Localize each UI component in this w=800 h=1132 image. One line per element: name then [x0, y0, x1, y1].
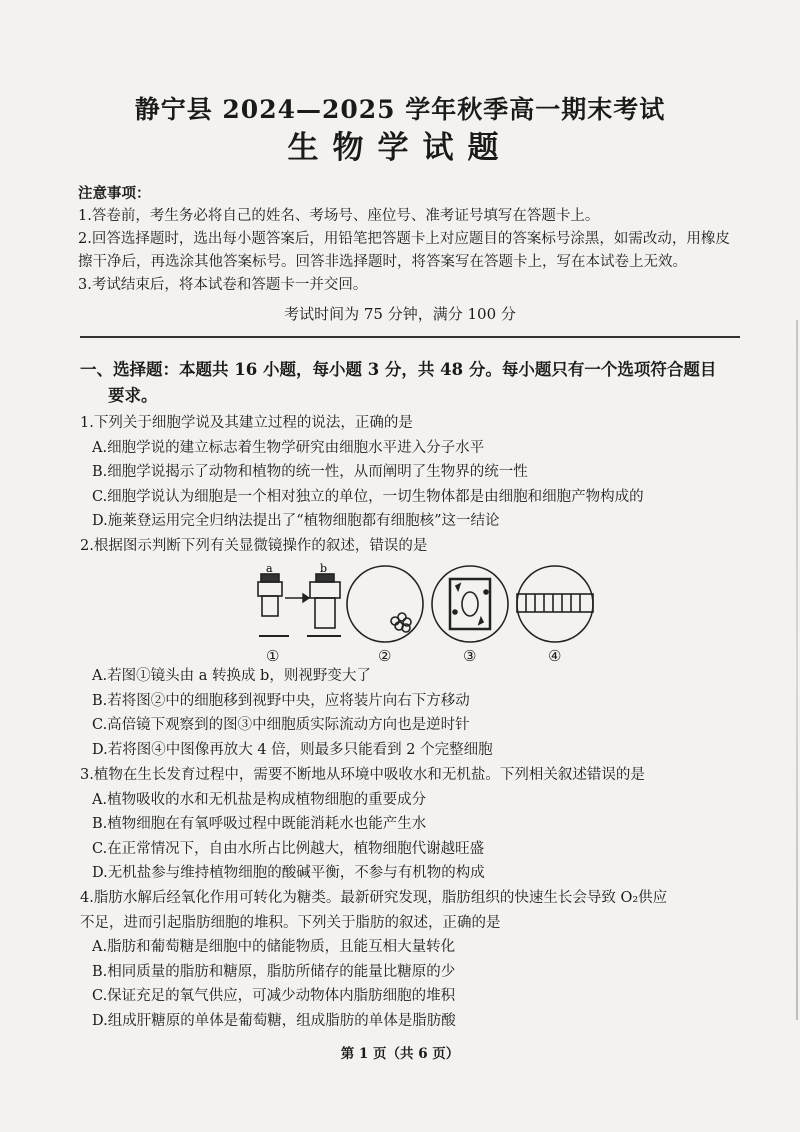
- exam-time-line: 考试时间为 75 分钟，满分 100 分: [284, 305, 516, 323]
- divider: [80, 336, 740, 338]
- option-a: A.若图①镜头由 a 转换成 b，则视野变大了: [92, 668, 371, 684]
- question-1: [80, 411, 745, 534]
- option-c: C.在正常情况下，自由水所占比例越大，植物细胞代谢越旺盛: [92, 840, 485, 857]
- field-4-icon: [517, 566, 593, 642]
- figure-label-1: ①: [266, 647, 280, 665]
- figure-label-2: ②: [378, 647, 392, 665]
- question-stem: 2.根据图示判断下列有关显微镜操作的叙述，错误的是: [80, 538, 428, 554]
- section-heading: [80, 357, 745, 409]
- notice-item: 擦干净后，再选涂其他答案标号。回答非选择题时，将答案写在答题卡上，写在本试卷上无效。: [78, 254, 687, 270]
- notice-block: [78, 182, 738, 297]
- option-b: B.相同质量的脂肪和糖原，脂肪所储存的能量比糖原的少: [92, 963, 456, 980]
- lens-a-label: a: [266, 562, 273, 575]
- question-stem: 1.下列关于细胞学说及其建立过程的说法，正确的是: [80, 415, 413, 431]
- arrow-icon: [285, 594, 309, 602]
- question-stem-cont: 不足，进而引起脂肪细胞的堆积。下列关于脂肪的叙述，正确的是: [80, 914, 501, 931]
- question-4: [80, 886, 745, 1033]
- notice-item: 2.回答选择题时，选出每小题答案后，用铅笔把答题卡上对应题目的答案标号涂黑，如需改动，用橡皮: [78, 231, 730, 247]
- question-3: [80, 763, 745, 886]
- section-line-1: 一、选择题：本题共 16 小题，每小题 3 分，共 48 分。每小题只有一个选项符合题目: [80, 360, 717, 379]
- lens-b-label: b: [320, 562, 328, 575]
- figure-label-4: ④: [548, 647, 562, 665]
- notice-heading: 注意事项：: [78, 185, 151, 202]
- subject-title: 生物学试题: [287, 130, 513, 166]
- option-d: D.若将图④中图像再放大 4 倍，则最多只能看到 2 个完整细胞: [92, 741, 493, 758]
- lens-a-icon: [258, 574, 289, 636]
- notice-item: 1.答卷前，考生务必将自己的姓名、考场号、座位号、准考证号填写在答题卡上。: [78, 208, 600, 224]
- field-2-icon: [347, 566, 423, 642]
- question-stem: 4.脂肪水解后经氧化作用可转化为糖类。最新研究发现，脂肪组织的快速生长会导致 O₂供应: [80, 890, 668, 906]
- option-c: C.保证充足的氧气供应，可减少动物体内脂肪细胞的堆积: [92, 988, 456, 1004]
- notice-item: 3.考试结束后，将本试卷和答题卡一并交回。: [78, 277, 368, 293]
- question-2-stem: [80, 534, 745, 559]
- section-line-2: 要求。: [108, 386, 158, 405]
- option-a: A.植物吸收的水和无机盐是构成植物细胞的重要成分: [92, 791, 427, 808]
- scan-edge: [796, 320, 798, 1020]
- option-c: C.高倍镜下观察到的图③中细胞质实际流动方向也是逆时针: [92, 717, 470, 733]
- option-d: D.组成肝糖原的单体是葡萄糖，组成脂肪的单体是脂肪酸: [92, 1012, 456, 1029]
- field-3-icon: [432, 566, 508, 642]
- option-d: D.施莱登运用完全归纳法提出了“植物细胞都有细胞核”这一结论: [92, 513, 500, 529]
- option-d: D.无机盐参与维持植物细胞的酸碱平衡，不参与有机物的构成: [92, 865, 485, 881]
- page-footer: 第 1 页（共 6 页）: [340, 1046, 460, 1062]
- question-stem: 3.植物在生长发育过程中，需要不断地从环境中吸收水和无机盐。下列相关叙述错误的是: [80, 767, 645, 783]
- option-b: B.细胞学说揭示了动物和植物的统一性，从而阐明了生物界的统一性: [92, 464, 528, 480]
- option-a: A.脂肪和葡萄糖是细胞中的储能物质，且能互相大量转化: [92, 939, 456, 955]
- option-a: A.细胞学说的建立标志着生物学研究由细胞水平进入分子水平: [92, 439, 485, 456]
- lens-b-icon: [307, 574, 341, 636]
- option-c: C.细胞学说认为细胞是一个相对独立的单位，一切生物体都是由细胞和细胞产物构成的: [92, 488, 644, 505]
- figure-label-3: ③: [463, 647, 477, 665]
- option-b: B.植物细胞在有氧呼吸过程中既能消耗水也能产生水: [92, 816, 427, 832]
- question-2-options: [80, 664, 745, 762]
- option-b: B.若将图②中的细胞移到视野中央，应将装片向右下方移动: [92, 692, 470, 709]
- exam-title: 静宁县 2024—2025 学年秋季高一期末考试: [134, 95, 666, 124]
